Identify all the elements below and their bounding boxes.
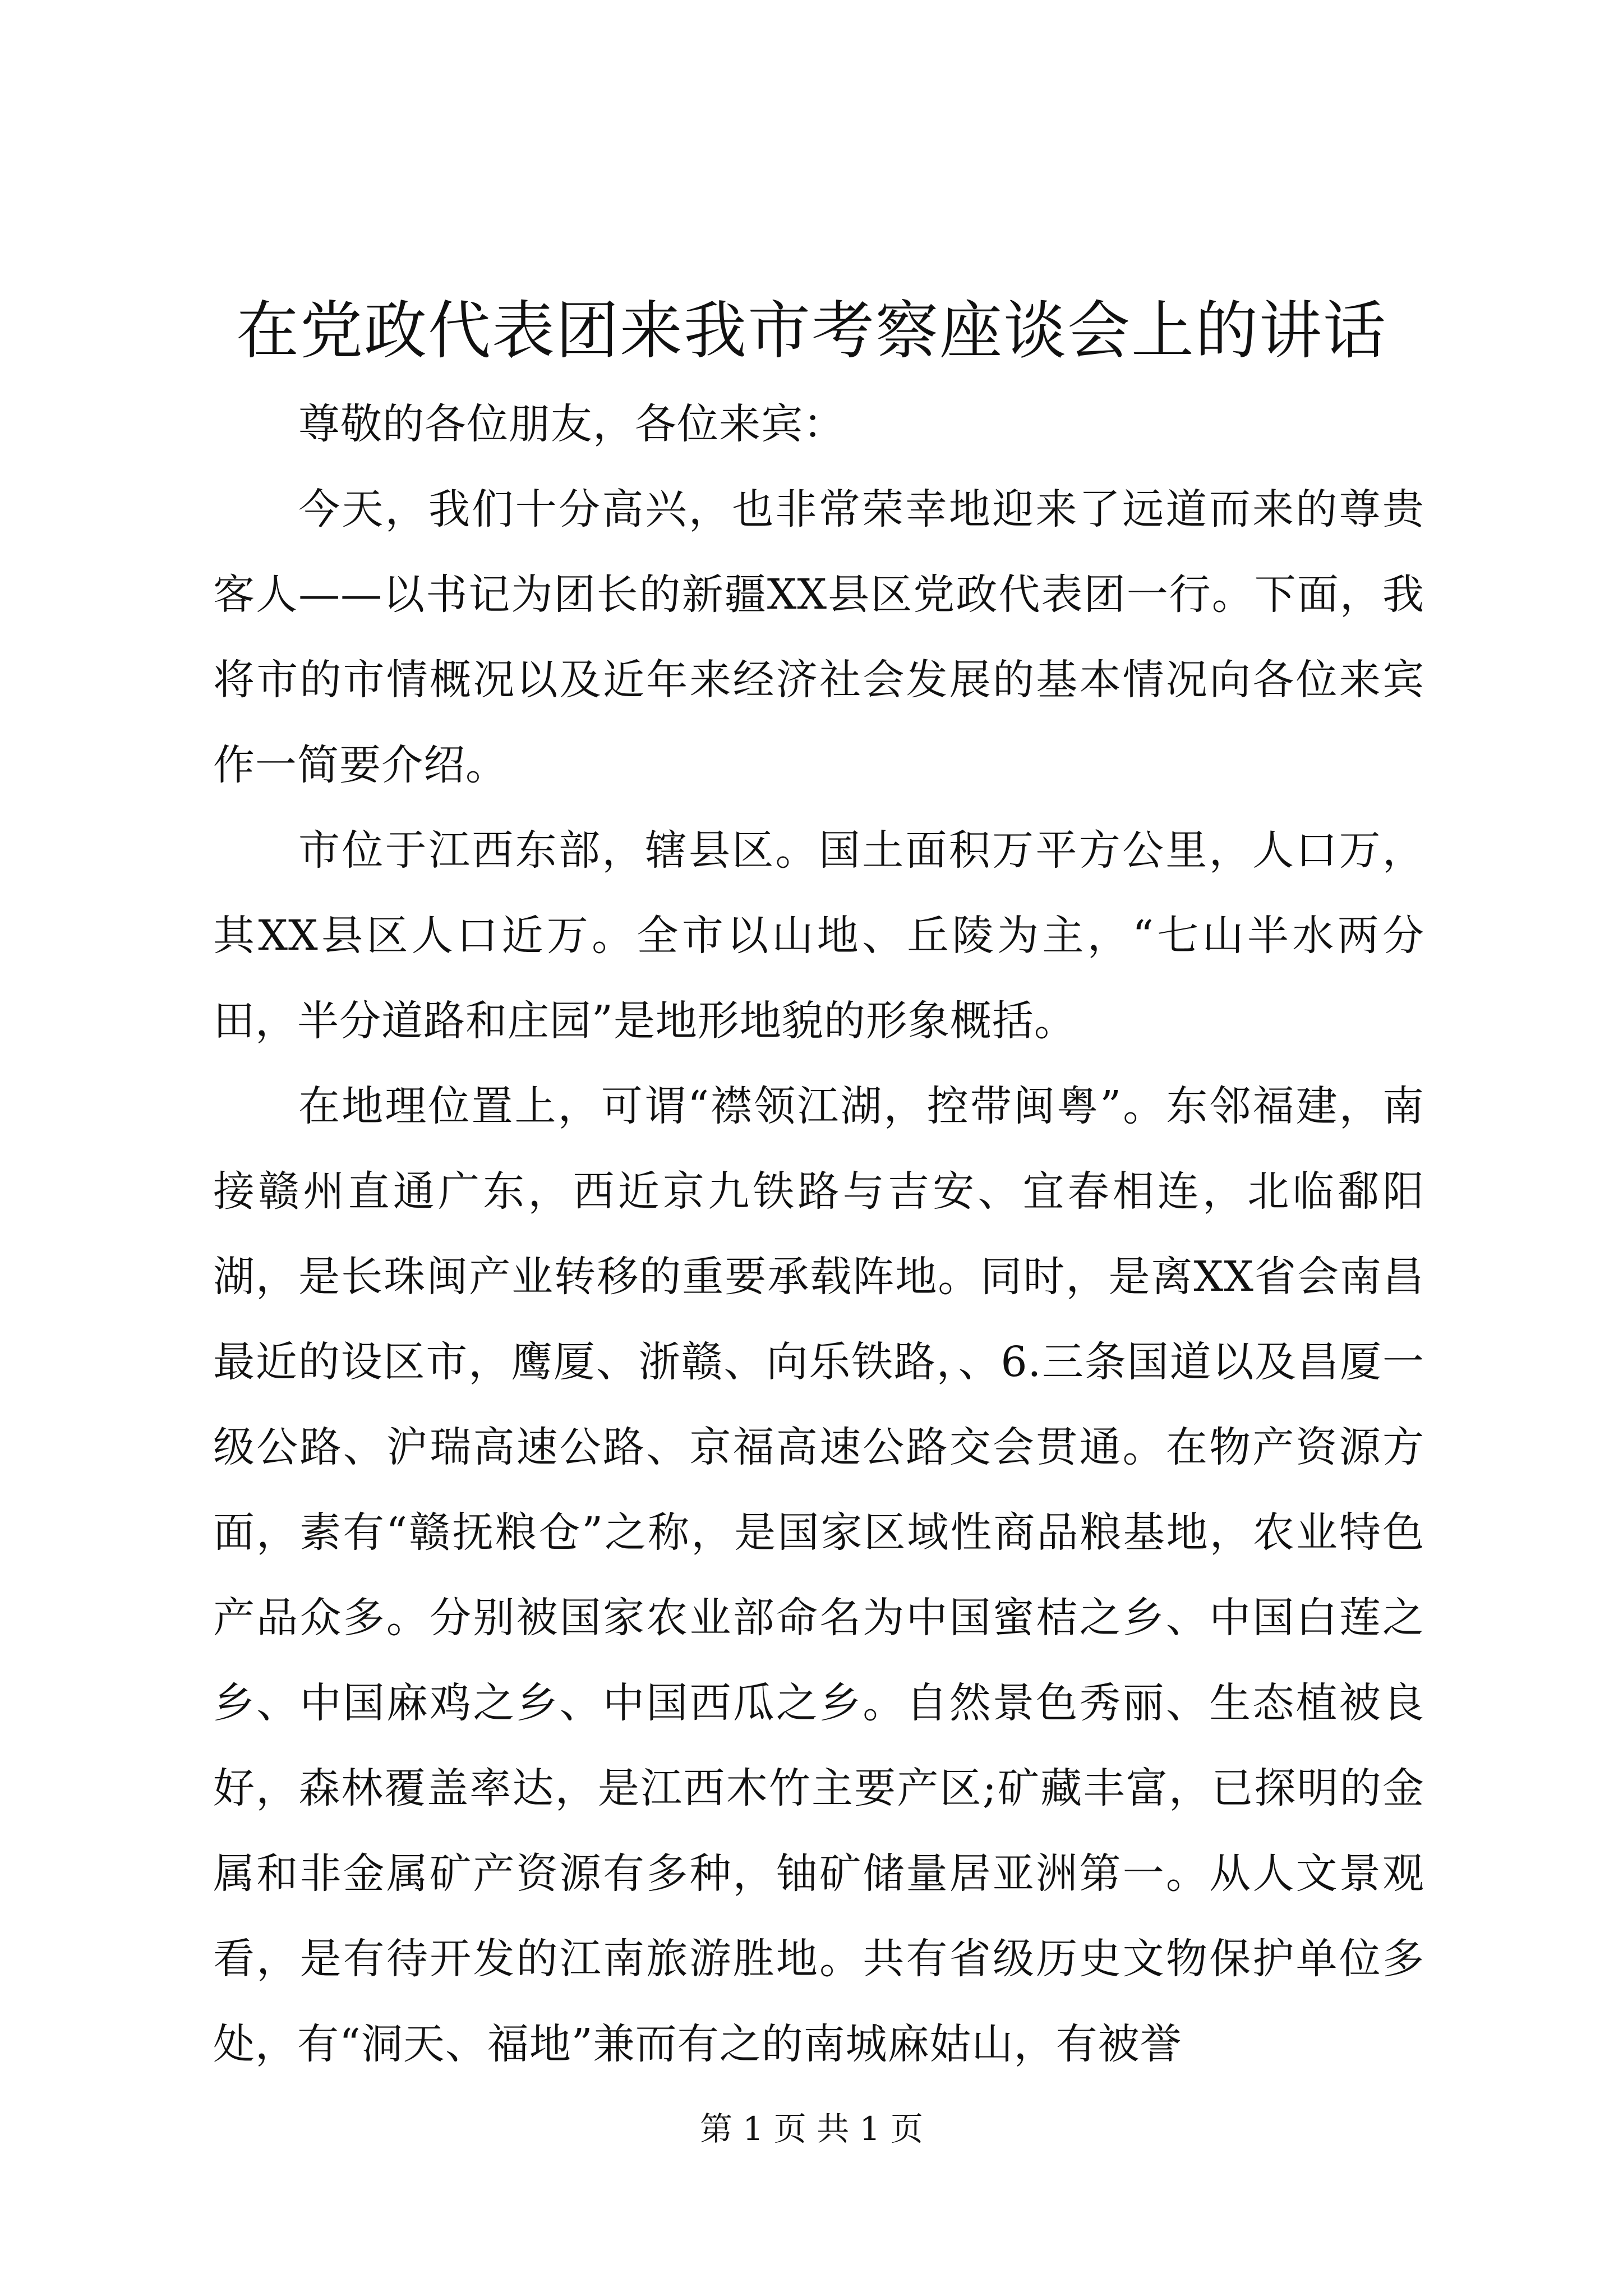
paragraph-welcome: 今天，我们十分高兴，也非常荣幸地迎来了远道而来的尊贵客人——以书记为团长的新疆XX县区党政代表团一行。下面，我将市的市情概况以及近年来经济社会发展的基本情况向各位来宾作一简要介绍。 xyxy=(213,485,1424,789)
greeting-line: 尊敬的各位朋友，各位来宾： xyxy=(298,400,845,448)
paragraph-geography-resources: 在地理位置上，可谓“襟领江湖，控带闽粤”。东邻福建，南接赣州直通广东，西近京九铁路与吉安、宜春相连，北临鄱阳湖，是长珠闽产业转移的重要承载阵地。同时，是离XX省会南昌最近的设区市，鹰厦、浙赣、向乐铁路，、6.三条国道以及昌厦一级公路、沪瑞高速公路、京福高速公路交会贯通。在物产资源方面，素有“赣抚粮仓”之称，是国家区域性商品粮基地，农业特色产品众多。分别被国家农业部命名为中国蜜桔之乡、中国白莲之乡、中国麻鸡之乡、中国西瓜之乡。自然景色秀丽、生态植被良好，森林覆盖率达，是江西木竹主要产区;矿藏丰富，已探明的金属和非金属矿产资源有多种，铀矿储量居亚洲第一。从人文景观看，是有待开发的江南旅游胜地。共有省级历史文物保护单位多处，有“洞天、福地”兼而有之的南城麻姑山，有被誉 xyxy=(213,1082,1424,2068)
document-body xyxy=(213,381,1424,2087)
page-number-footer: 第 1 页 共 1 页 xyxy=(700,2110,923,2148)
paragraph-overview: 市位于江西东部，辖县区。国土面积万平方公里，人口万，其XX县区人口近万。全市以山地、丘陵为主，“七山半水两分田，半分道路和庄园”是地形地貌的形象概括。 xyxy=(213,826,1424,1045)
document-title: 在党政代表团来我市考察座谈会上的讲话 xyxy=(236,295,1387,367)
